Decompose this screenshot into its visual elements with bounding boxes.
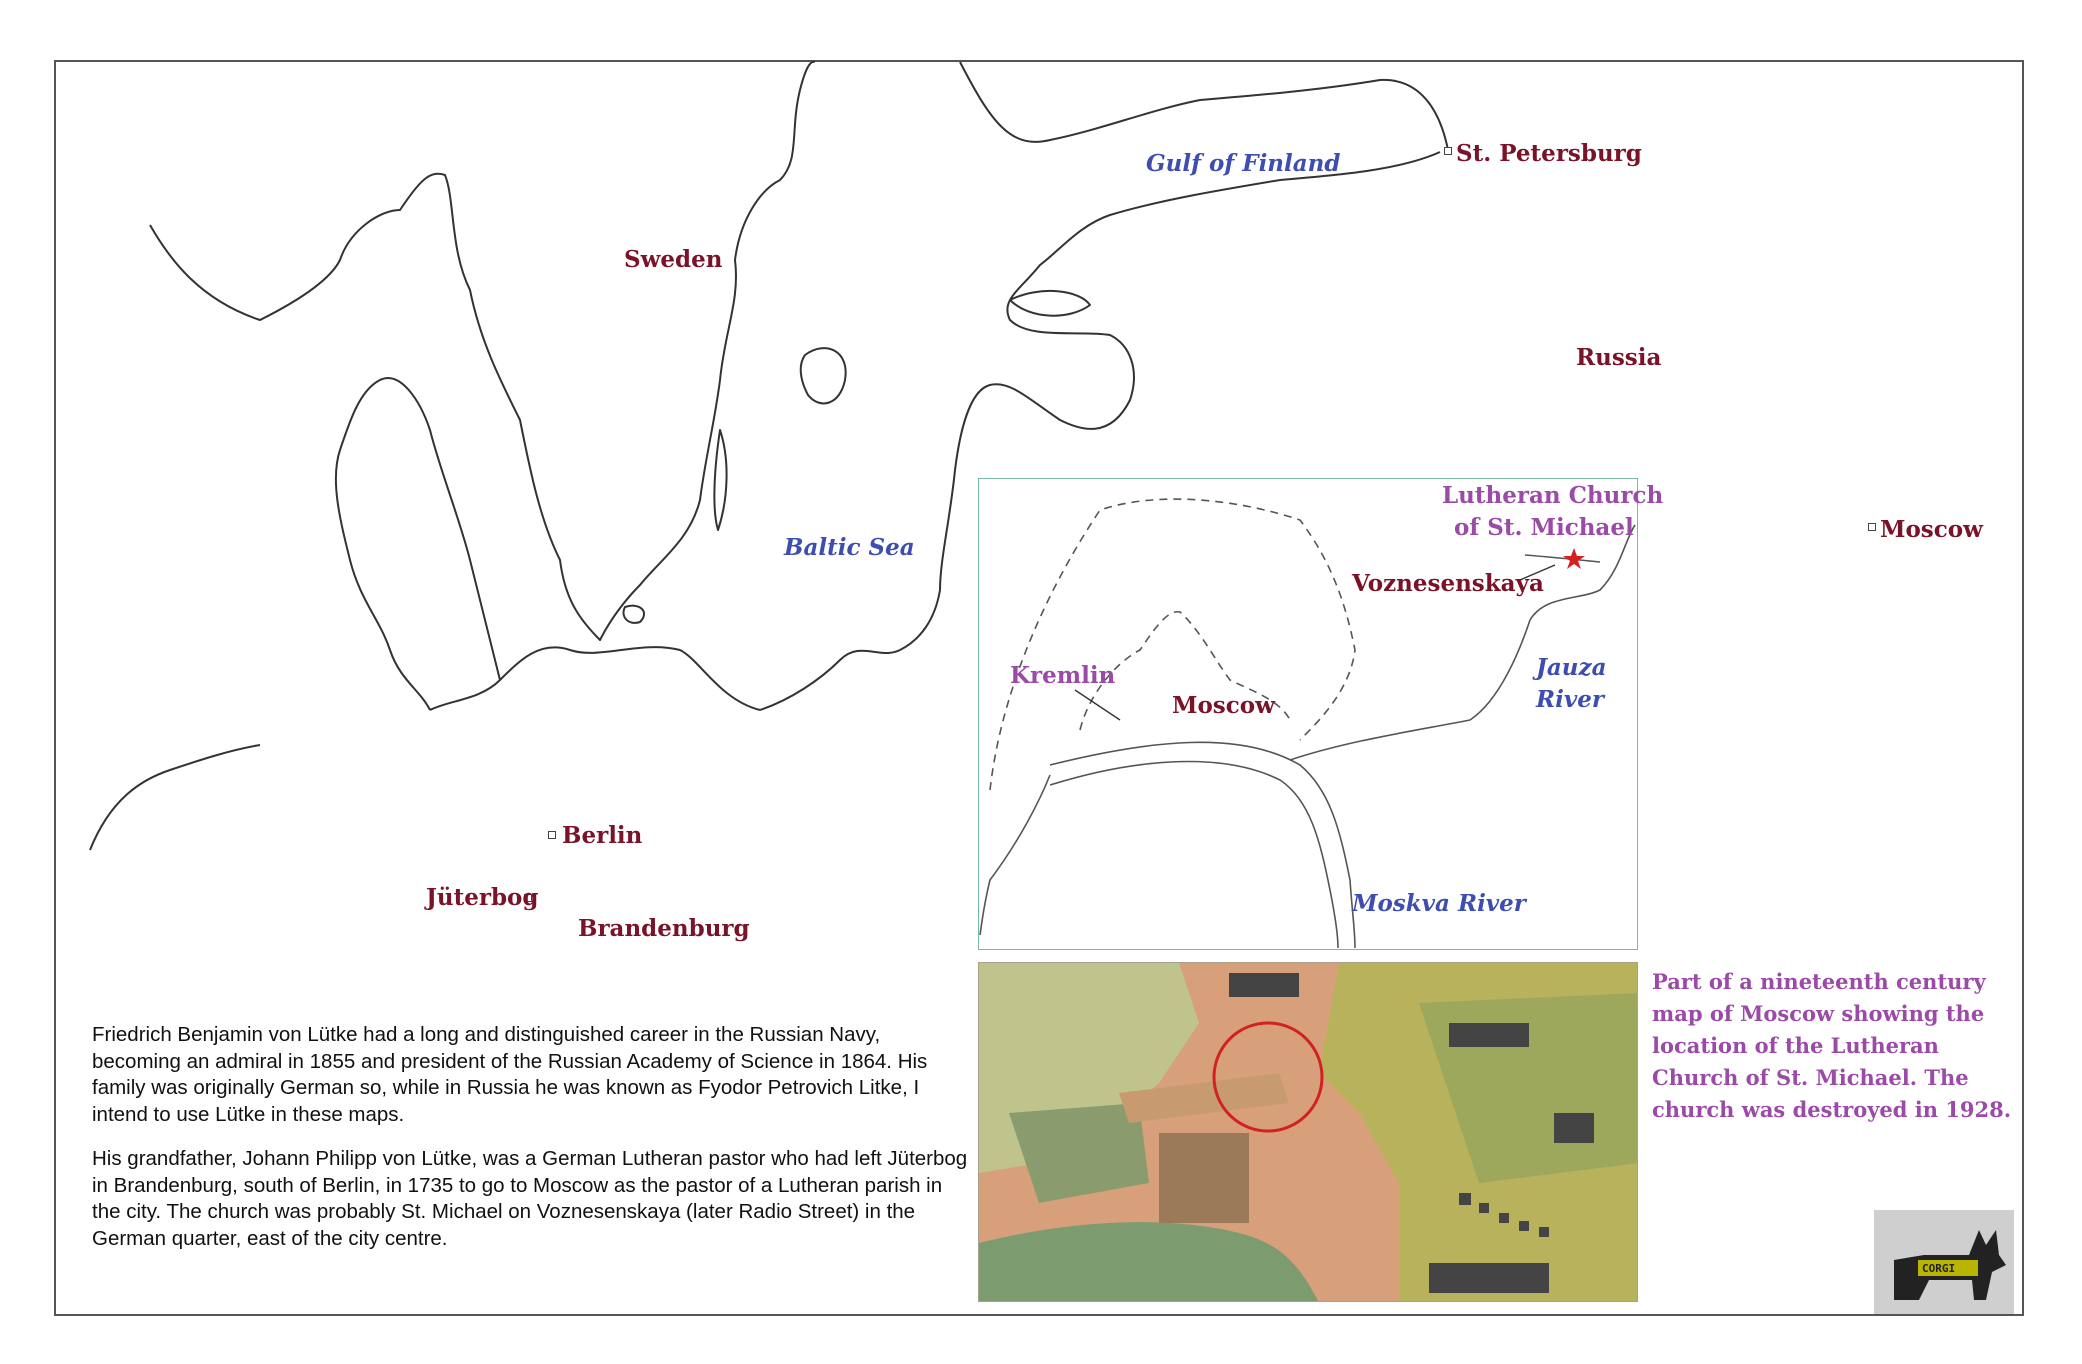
historic-map-drawing — [979, 963, 1638, 1302]
label-gulf-of-finland: Gulf of Finland — [1146, 150, 1341, 177]
berlin-marker — [548, 831, 556, 839]
corgi-logo — [1874, 1210, 2014, 1314]
finland-coastline — [960, 62, 1448, 150]
moscow-marker — [1868, 523, 1876, 531]
gotland-island — [801, 348, 846, 403]
paragraph-1: Friedrich Benjamin von Lütke had a long and distinguished career in the Russian Navy, becoming an admiral in 1855 and president of the Russian Academy of Science in 1864. His family was originally German so, while in Russia he was known as Fyodor Petrovich Litke, I intend to use Lütke in these maps. — [92, 1023, 928, 1126]
label-church-line1: Lutheran Church — [1442, 482, 1664, 509]
label-church-line2: of St. Michael — [1454, 514, 1634, 541]
st-petersburg-marker — [1444, 147, 1452, 155]
historic-map-caption: Part of a nineteenth century map of Moscow showing the location of the Lutheran Church of St. Michael. The church was destroyed in 1928. — [1652, 969, 2012, 1122]
label-baltic-sea: Baltic Sea — [784, 534, 915, 561]
label-juterbog: Jüterbog — [426, 884, 539, 911]
label-berlin: Berlin — [562, 822, 643, 849]
label-russia: Russia — [1576, 344, 1662, 371]
paragraph-2: His grandfather, Johann Philipp von Lütke, was a German Lutheran pastor who had left Jüterbog in Brandenburg, south of Berlin, in 1735 to go to Moscow as the pastor of a Lutheran parish in the city. The church was probably St. Michael on Voznesenskaya (later Radio Street) in the German quarter, east of the city centre. — [92, 1147, 968, 1250]
label-voznesenskaya: Voznesenskaya — [1352, 570, 1544, 597]
label-st-petersburg: St. Petersburg — [1456, 140, 1642, 167]
corgi-logo-text: CORGI — [1922, 1262, 1956, 1275]
label-jauza-1: Jauza — [1536, 654, 1607, 681]
saaremaa-island — [1010, 291, 1090, 316]
norway-coastline — [90, 745, 260, 850]
moscow-inset-map — [978, 478, 1638, 950]
label-brandenburg: Brandenburg — [578, 915, 750, 942]
label-sweden: Sweden — [624, 246, 723, 273]
historic-moscow-map-image — [978, 962, 1638, 1302]
label-kremlin: Kremlin — [1010, 662, 1116, 689]
label-jauza-2: River — [1536, 686, 1604, 713]
label-inset-moscow: Moscow — [1172, 692, 1275, 719]
biography-text — [92, 1022, 972, 1270]
oland-island — [714, 430, 726, 530]
denmark-coastline — [336, 378, 500, 710]
label-moscow: Moscow — [1880, 516, 1983, 543]
bornholm-island — [623, 606, 644, 623]
label-moskva-river: Moskva River — [1352, 890, 1526, 917]
south-baltic-coastline — [430, 647, 760, 710]
sweden-coastline — [150, 62, 815, 640]
